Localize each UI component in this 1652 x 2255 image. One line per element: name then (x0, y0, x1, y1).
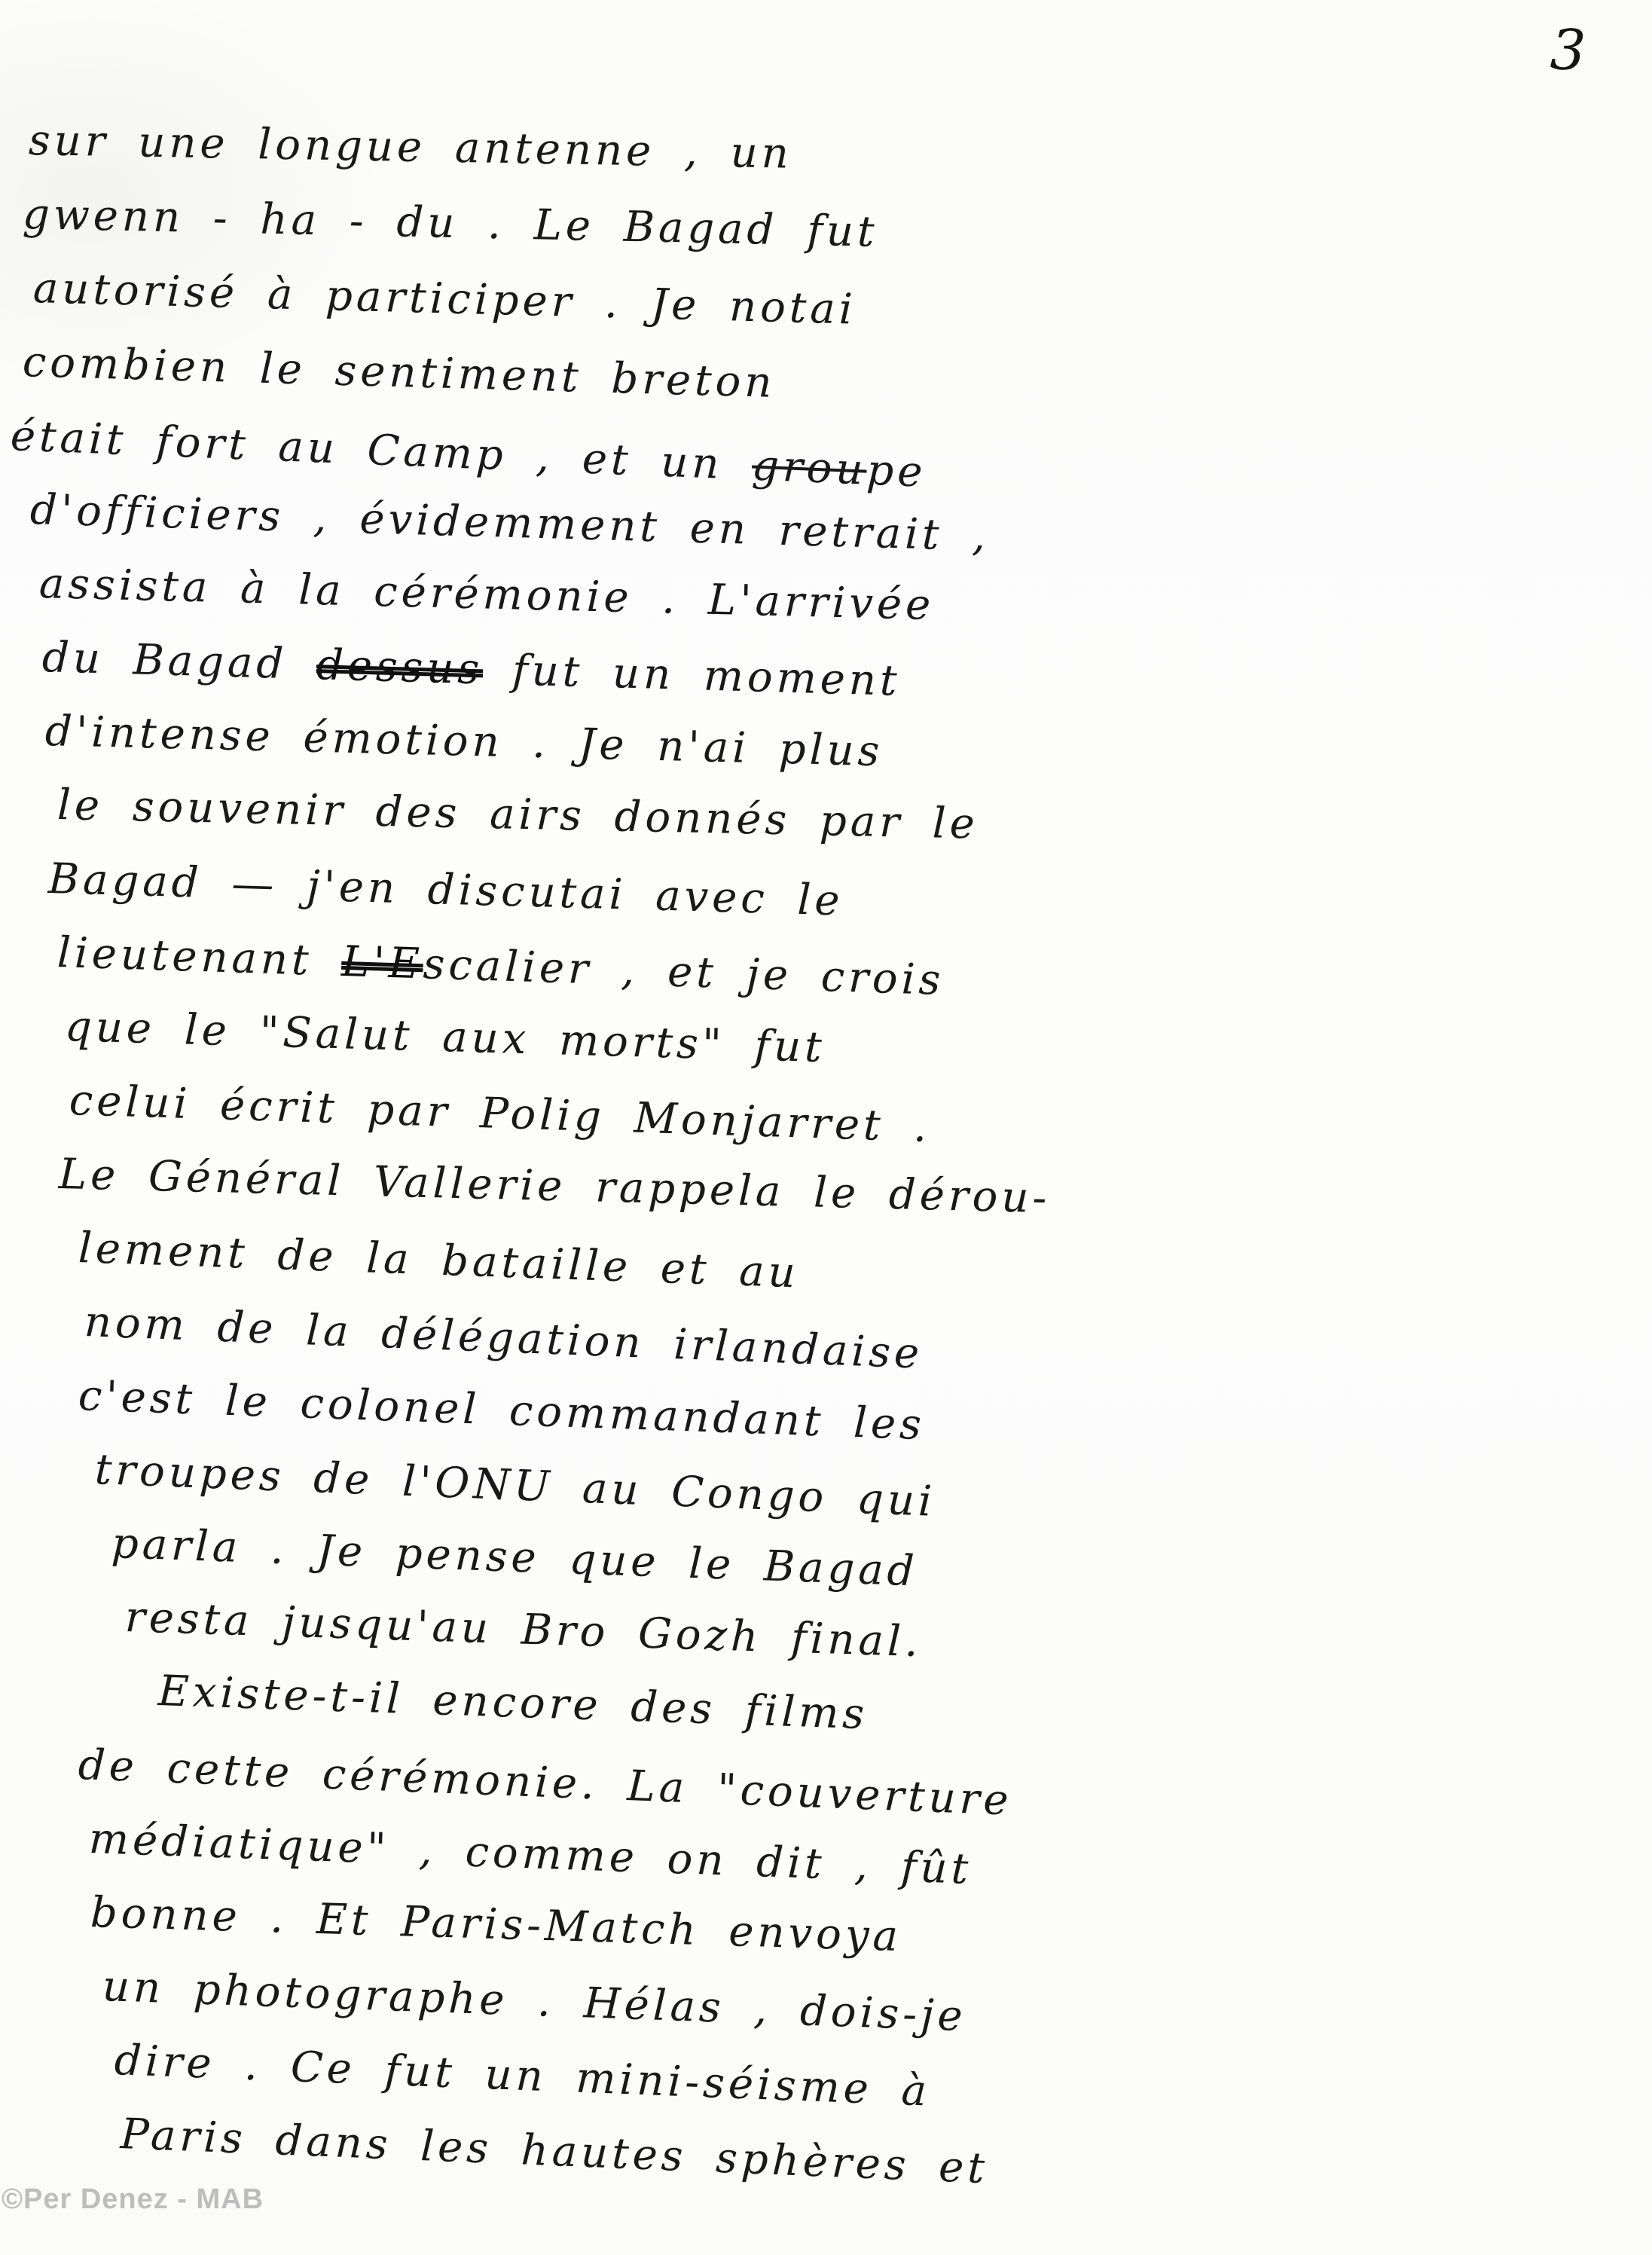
line-text: dire . Ce fut un mini-séisme à (113, 2036, 932, 2116)
line-text: autorisé à participer . Je notai (32, 264, 857, 335)
line-text: un photographe . Hélas , dois-je (101, 1962, 967, 2042)
handwritten-text-block (0, 104, 1622, 2194)
line-text: médiatique" , comme on dit , fût (87, 1814, 973, 1894)
line-text: le souvenir des airs donnés par le (56, 781, 979, 849)
copyright-watermark: ©Per Denez - MAB (2, 2183, 264, 2215)
line-text: de cette cérémonie. La "couverture (77, 1740, 1013, 1826)
line-text: resta jusqu'au Bro Gozh final. (124, 1593, 923, 1667)
line-text: fut un moment (482, 645, 902, 706)
line-text: gwenn - ha - du . Le Bagad fut (22, 190, 879, 257)
line-text: que le "Salut aux morts" fut (64, 1002, 826, 1073)
line-text: du Bagad (41, 633, 317, 690)
line-text: était fort au Camp , et un (9, 411, 753, 490)
line-text: c'est le colonel commandant les (77, 1371, 927, 1450)
line-text: d'officiers , évidemment en retrait , (29, 485, 991, 561)
line-text: troupes de l'ONU au Congo qui (93, 1445, 937, 1526)
line-text: bonne . Et Paris-Match envoya (90, 1888, 902, 1961)
crossed-out-word: dessus (316, 640, 484, 695)
line-text: celui écrit par Polig Monjarret . (68, 1076, 932, 1152)
line-text: Le Général Vallerie rappela le dérou- (58, 1150, 1052, 1224)
line-text: parla . Je pense que le Bagad (110, 1519, 919, 1597)
line-text: assista à la cérémonie . L'arrivée (38, 559, 936, 631)
page-number: 3 (1549, 17, 1587, 84)
line-text: d'intense émotion . Je n'ai plus (44, 707, 884, 777)
crossed-out-word: L'E (340, 937, 424, 989)
line-text: combien le sentiment breton (22, 338, 777, 408)
line-text: lement de la bataille et au (77, 1224, 800, 1298)
line-text: lieutenant (56, 928, 343, 986)
line-text: nom de la délégation irlandaise (83, 1297, 924, 1379)
line-text: Bagad — j'en discutai avec le (47, 854, 844, 926)
line-text: Existe-t-il encore des films (157, 1667, 869, 1740)
line-text: sur une longue antenne , un (28, 116, 793, 179)
line-text: pe (866, 445, 927, 497)
crossed-out-word: grou (750, 441, 868, 495)
line-text: scalier , et je crois (422, 940, 945, 1005)
line-text: Paris dans les hautes sphères et (119, 2110, 990, 2194)
